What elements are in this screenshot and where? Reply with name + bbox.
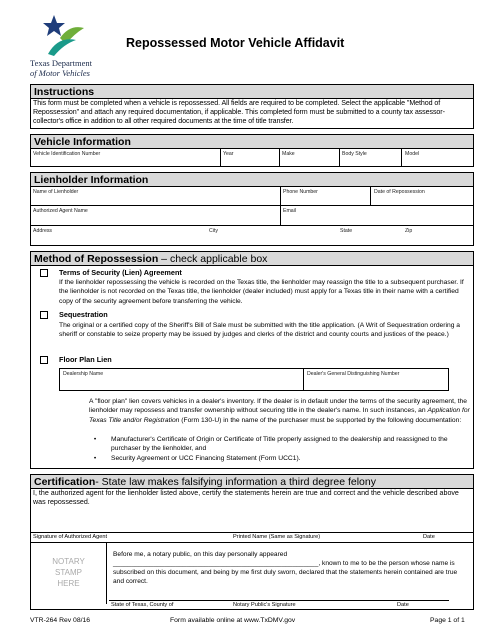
terms-body: If the lienholder repossessing the vehicle is recorded on the Texas title, the lienholder may reassign the title to a subsequent purchaser. If the lienholder is not recorded on the Texas title, the lienholder (dealer included) must apply for a Texas title in their name with a certified copy of the security agreement before transferring the vehicle.: [59, 279, 464, 305]
method-heading-hint: – check applicable box: [158, 253, 268, 265]
method-heading: [31, 252, 473, 266]
page-title: Repossessed Motor Vehicle Affidavit: [126, 36, 345, 50]
make-field[interactable]: Make: [282, 151, 295, 157]
repossession-date-field[interactable]: Date of Repossession: [374, 189, 425, 195]
phone-field[interactable]: Phone Number: [283, 189, 318, 195]
notary-signature-field[interactable]: Notary Public's Signature: [233, 602, 296, 608]
state-field[interactable]: State: [340, 228, 353, 234]
terms-title: Terms of Security (Lien) Agreement: [59, 268, 182, 277]
floorplan-title: Floor Plan Lien: [59, 355, 112, 364]
instructions-body: This form must be completed when a vehicle is repossessed. All fields are required to be completed. Select the applicable "Method of Repossession" and attach any required documentation, if applicable. This completed form must be submitted to a county tax assessor-collector's office in addition to all other required documents at the time of title transfer.: [33, 99, 445, 126]
sequestration-body: The original or a certified copy of the Sheriff's Bill of Sale must be submitted with the title application. (A Writ of Sequestration ordering a sheriff or constable to seize property may be issued by judges and clerks of the district and county courts and justices of the peace.): [59, 322, 460, 339]
notary-block: [31, 542, 473, 610]
printed-name-field[interactable]: Printed Name (Same as Signature): [233, 534, 321, 540]
certification-warning: - State law makes falsifying information a third degree felony: [95, 476, 376, 488]
bullet-item: • Manufacturer's Certificate of Origin or Certificate of Title properly assigned to the dealership and reassigned to the purchaser by the lienholder, and: [93, 436, 448, 453]
form-header: [26, 14, 472, 76]
notary-stamp-placeholder: NOTARY STAMP HERE: [31, 542, 107, 604]
footer-url: Form available online at www.TxDMV.gov: [170, 617, 296, 624]
city-field[interactable]: City: [209, 228, 218, 234]
agency-name-line1: Texas Department: [30, 58, 92, 68]
model-field[interactable]: Model: [405, 151, 420, 157]
bullet-item: • Security Agreement or UCC Financing Statement (Form UCC1).: [93, 454, 301, 462]
agent-signature-field[interactable]: Signature of Authorized Agent: [33, 534, 108, 540]
lienholder-section: [30, 172, 474, 246]
address-field[interactable]: Address: [33, 228, 53, 234]
star-logo-icon: [40, 14, 86, 58]
year-field[interactable]: Year: [223, 151, 234, 157]
certification-heading: [31, 475, 473, 489]
lienholder-heading: Lienholder Information: [31, 173, 473, 187]
dealership-name-field[interactable]: Dealership Name: [63, 371, 104, 377]
bullet-list: [89, 435, 473, 463]
instructions-section: [30, 84, 474, 129]
certification-body: I, the authorized agent for the lienholder listed above, certify the statements herein are true and correct and the vehicle described above was repossessed.: [33, 489, 459, 507]
page-number: Page 1 of 1: [430, 617, 465, 624]
gdn-field[interactable]: Dealer's General Distinguishing Number: [307, 371, 400, 377]
body-style-field[interactable]: Body Style: [342, 151, 367, 157]
method-section: [30, 251, 474, 469]
notary-county-field[interactable]: State of Texas, County of: [111, 602, 174, 608]
instructions-heading: Instructions: [31, 85, 473, 99]
certification-date-field[interactable]: Date: [423, 534, 435, 540]
certification-section: [30, 474, 474, 610]
certification-heading-title: Certification: [34, 476, 96, 488]
lienholder-name-field[interactable]: Name of Lienholder: [33, 189, 79, 195]
zip-field[interactable]: Zip: [405, 228, 413, 234]
method-heading-title: Method of Repossession: [34, 253, 159, 265]
vehicle-heading: Vehicle Information: [31, 135, 473, 149]
form-id: VTR-264 Rev 08/16: [30, 617, 91, 624]
notary-date-field[interactable]: Date: [397, 602, 409, 608]
notary-body: Before me, a notary public, on this day personally appeared ________________________________________________________, known to me to be the person whose name is subscribed on this document, and being by me first duly sworn, declared that the statements herein contained are true and correct.: [113, 551, 458, 585]
sequestration-title: Sequestration: [59, 310, 108, 319]
floorplan-body: A "floor plan" lien covers vehicles in a dealer's inventory. If the dealer is in default under the terms of the security agreement, the lienholder may repossess and transfer ownership without securing title in the dealer's name. In such instances, an Application for Texas Title and/or Registration (Form 130-U) in the name of the purchaser must be supported by the following documentation:: [89, 398, 470, 424]
agent-name-field[interactable]: Authorized Agent Name: [33, 208, 88, 214]
email-field[interactable]: Email: [283, 208, 296, 214]
floorplan-checkbox[interactable]: [40, 356, 48, 364]
vehicle-section: [30, 134, 474, 167]
terms-checkbox[interactable]: [40, 269, 48, 277]
vin-field[interactable]: Vehicle Identification Number: [33, 151, 101, 157]
floorplan-fields-box: [59, 368, 449, 391]
agency-name-line2: of Motor Vehicles: [30, 68, 90, 78]
sequestration-checkbox[interactable]: [40, 311, 48, 319]
